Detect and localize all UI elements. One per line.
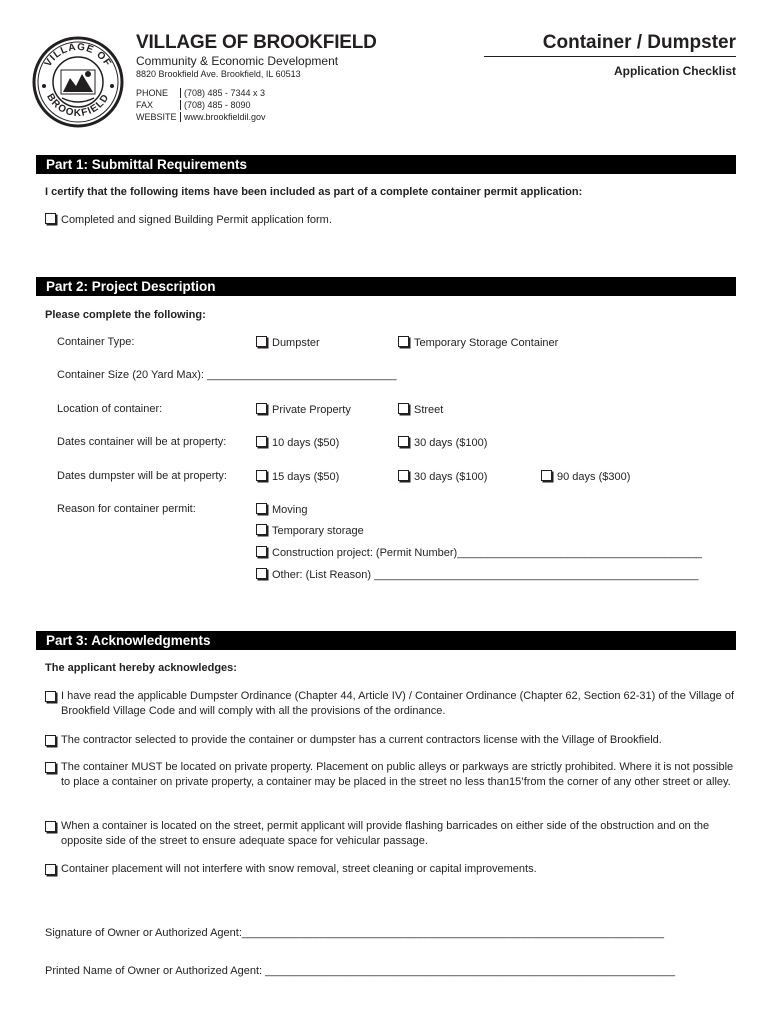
contact-fax: FAX (708) 485 - 8090 bbox=[136, 100, 251, 110]
checkbox[interactable] bbox=[45, 864, 56, 875]
checkbox[interactable] bbox=[256, 524, 267, 535]
acknowledgment-item[interactable]: The container MUST be located on private property. Placement on public alleys or parkways are strictly prohibited. Where it is not possible to place a container on private property, a container may be placed in the street no less than15’from the corner of any other street or alley. bbox=[45, 760, 735, 790]
part2-heading: Part 2: Project Description bbox=[36, 277, 736, 296]
container-dates-label: Dates container will be at property: bbox=[57, 436, 227, 448]
option-container-30-days[interactable]: 30 days ($100) bbox=[398, 436, 487, 449]
option-temporary-storage[interactable]: Temporary storage bbox=[256, 524, 364, 537]
acknowledgment-item[interactable]: The contractor selected to provide the container or dumpster has a current contractors license with the Village of Brookfield. bbox=[45, 733, 735, 748]
checkbox[interactable] bbox=[45, 735, 56, 746]
reason-label: Reason for container permit: bbox=[57, 503, 196, 515]
part3-heading: Part 3: Acknowledgments bbox=[36, 631, 736, 650]
part1-certify-text: I certify that the following items have been included as part of a complete container permit application: bbox=[45, 186, 583, 198]
org-address: 8820 Brookfield Ave. Brookfield, IL 60513 bbox=[136, 69, 301, 79]
checkbox[interactable] bbox=[45, 762, 56, 773]
dumpster-dates-label: Dates dumpster will be at property: bbox=[57, 470, 227, 482]
acknowledgment-item[interactable]: When a container is located on the street, permit applicant will provide flashing barricades on either side of the obstruction and on the opposite side of the street to ensure adequate space for vehicular passage. bbox=[45, 819, 735, 849]
title-divider bbox=[484, 56, 736, 57]
contact-block bbox=[136, 87, 266, 123]
checkbox[interactable] bbox=[256, 336, 267, 347]
village-seal-logo bbox=[32, 36, 124, 128]
checkbox[interactable] bbox=[256, 546, 267, 557]
part2-instruction: Please complete the following: bbox=[45, 309, 206, 321]
container-size-field[interactable]: Container Size (20 Yard Max): _______________________________ bbox=[57, 369, 397, 381]
option-dumpster-90-days[interactable]: 90 days ($300) bbox=[541, 470, 630, 483]
document-title: Container / Dumpster bbox=[542, 32, 736, 53]
department-name: Community & Economic Development bbox=[136, 54, 339, 68]
checkbox[interactable] bbox=[256, 568, 267, 579]
document-subtitle: Application Checklist bbox=[613, 64, 736, 78]
checkbox[interactable] bbox=[398, 470, 409, 481]
option-street[interactable]: Street bbox=[398, 403, 443, 416]
org-title: VILLAGE OF BROOKFIELD bbox=[136, 32, 377, 53]
option-container-10-days[interactable]: 10 days ($50) bbox=[256, 436, 339, 449]
option-other-reason[interactable]: Other: (List Reason) _____________________________________________________ bbox=[256, 568, 698, 581]
part3-intro: The applicant hereby acknowledges: bbox=[45, 662, 237, 674]
checkbox[interactable] bbox=[256, 503, 267, 514]
part1-heading: Part 1: Submittal Requirements bbox=[36, 155, 736, 174]
option-moving[interactable]: Moving bbox=[256, 503, 307, 516]
container-type-label: Container Type: bbox=[57, 336, 135, 348]
svg-text:VILLAGE OF: VILLAGE OF bbox=[42, 41, 114, 69]
option-dumpster-30-days[interactable]: 30 days ($100) bbox=[398, 470, 487, 483]
checkbox[interactable] bbox=[45, 821, 56, 832]
contact-phone: PHONE (708) 485 - 7344 x 3 bbox=[136, 88, 266, 98]
signature-field[interactable]: Signature of Owner or Authorized Agent:_____________________________________________________________________ bbox=[45, 927, 665, 939]
option-dumpster-15-days[interactable]: 15 days ($50) bbox=[256, 470, 339, 483]
checkbox[interactable] bbox=[398, 336, 409, 347]
checkbox[interactable] bbox=[45, 691, 56, 702]
checkbox[interactable] bbox=[256, 470, 267, 481]
acknowledgment-item[interactable]: Container placement will not interfere with snow removal, street cleaning or capital improvements. bbox=[45, 862, 735, 877]
option-construction-project[interactable]: Construction project: (Permit Number)________________________________________ bbox=[256, 546, 702, 559]
option-temporary-storage-container[interactable]: Temporary Storage Container bbox=[398, 336, 558, 349]
checkbox[interactable] bbox=[45, 213, 56, 224]
option-dumpster[interactable]: Dumpster bbox=[256, 336, 320, 349]
location-label: Location of container: bbox=[57, 403, 163, 415]
option-private-property[interactable]: Private Property bbox=[256, 403, 351, 416]
checkbox[interactable] bbox=[256, 436, 267, 447]
acknowledgment-item[interactable]: I have read the applicable Dumpster Ordinance (Chapter 44, Article IV) / Container Ordinance (Chapter 62, Section 62-31) of the Village of Brookfield Village Code and will comply with all the provisions of the ordinance. bbox=[45, 689, 735, 719]
checkbox[interactable] bbox=[398, 436, 409, 447]
svg-text:BROOKFIELD: BROOKFIELD bbox=[44, 91, 112, 120]
contact-website[interactable]: WEBSITE www.brookfieldil.gov bbox=[136, 112, 266, 122]
printed-name-field[interactable]: Printed Name of Owner or Authorized Agent: ___________________________________________________________________ bbox=[45, 965, 676, 977]
checkbox[interactable] bbox=[541, 470, 552, 481]
part1-checklist-item[interactable]: Completed and signed Building Permit application form. bbox=[45, 213, 332, 226]
checkbox[interactable] bbox=[398, 403, 409, 414]
checkbox[interactable] bbox=[256, 403, 267, 414]
